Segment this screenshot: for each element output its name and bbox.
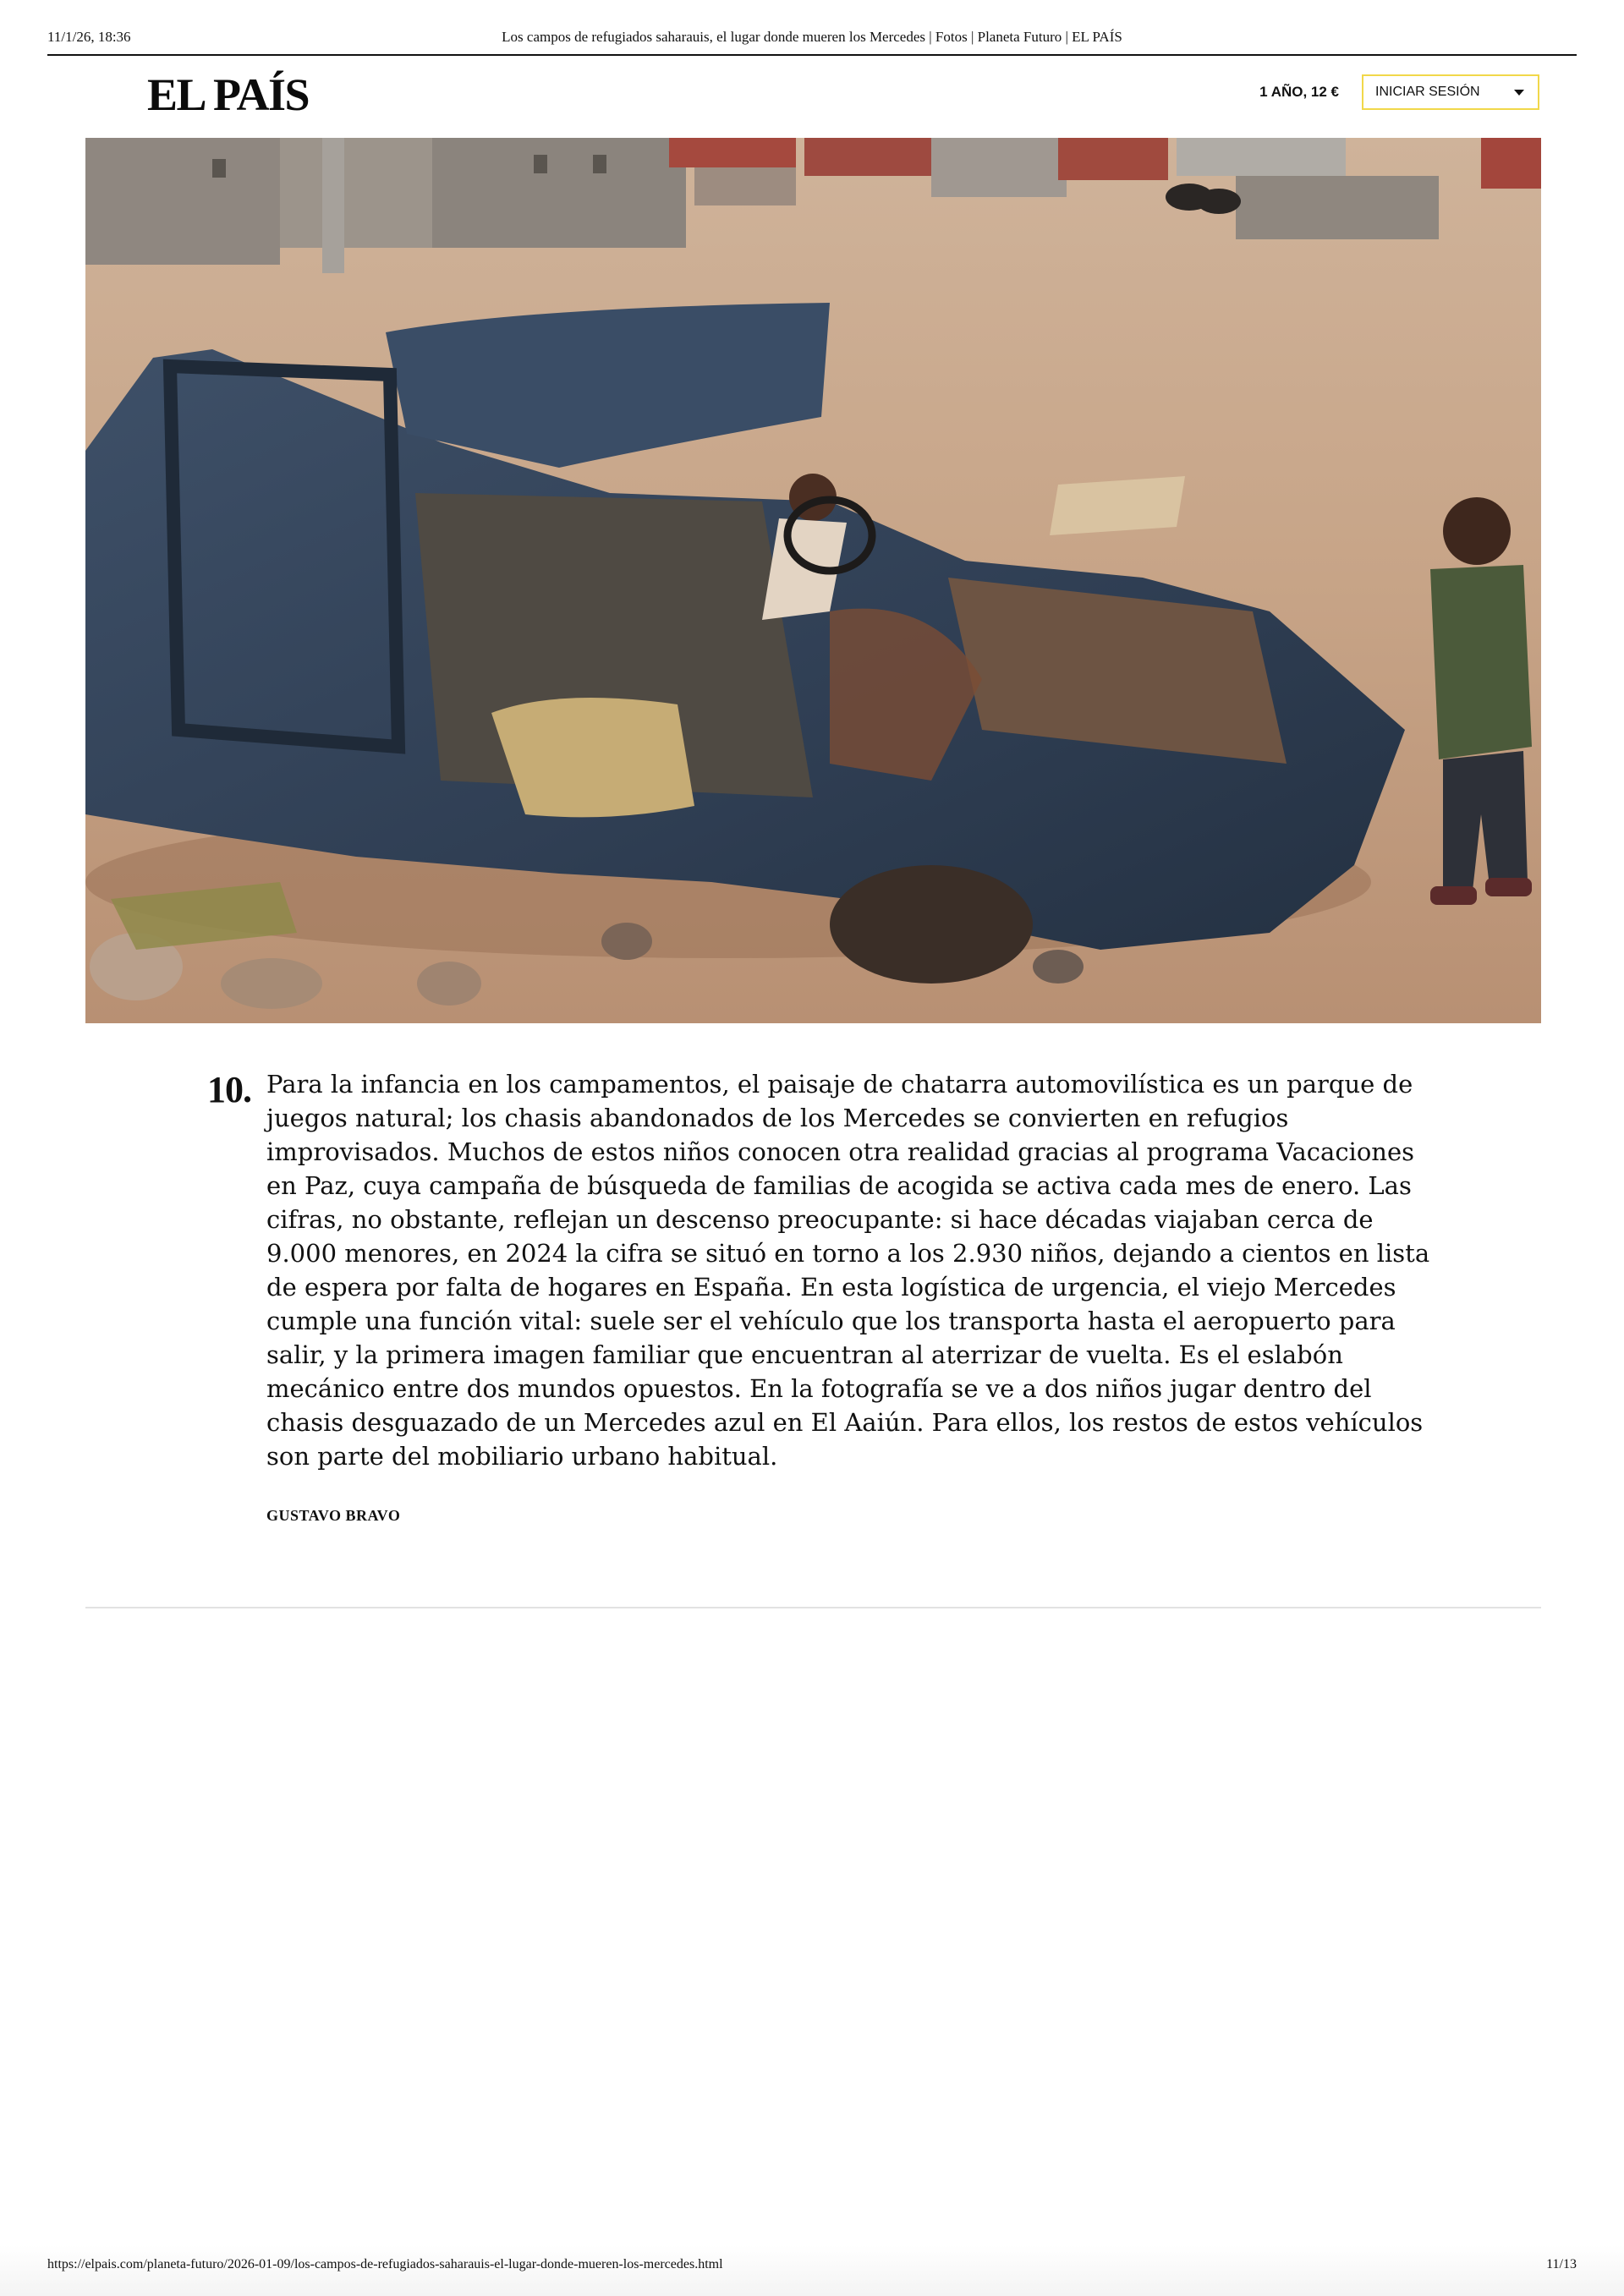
rock <box>1033 950 1084 984</box>
chevron-down-icon <box>1514 90 1524 96</box>
building <box>669 138 796 167</box>
print-header <box>47 29 1577 54</box>
building <box>1177 138 1346 176</box>
photo-credit: GUSTAVO BRAVO <box>266 1507 401 1524</box>
print-header-rule <box>47 54 1577 56</box>
rock <box>601 923 652 960</box>
rock <box>221 958 322 1009</box>
login-button-label: INICIAR SESIÓN <box>1375 85 1480 99</box>
rock <box>417 962 481 1006</box>
print-page-number: 11/13 <box>1546 2257 1577 2271</box>
cardboard <box>1050 476 1185 535</box>
tire <box>1197 189 1241 214</box>
gallery-photo <box>85 138 1541 1023</box>
window <box>593 155 606 173</box>
building <box>1058 138 1168 180</box>
print-url: https://elpais.com/planeta-futuro/2026-01-09/los-campos-de-refugiados-saharauis-el-lugar-donde-mueren-los-mercedes.html <box>47 2257 723 2271</box>
utility-pole <box>322 138 344 273</box>
building <box>1481 138 1541 189</box>
building <box>804 138 931 176</box>
el-pais-logo[interactable]: EL PAÍS <box>147 69 310 120</box>
login-button[interactable] <box>1362 74 1539 110</box>
child-standing-head <box>1443 497 1511 565</box>
building <box>280 138 432 248</box>
child-standing-jacket <box>1430 565 1532 759</box>
building <box>1236 176 1439 239</box>
child-standing-shoe <box>1430 886 1477 905</box>
building <box>85 138 280 265</box>
print-date: 11/1/26, 18:36 <box>47 29 131 45</box>
print-footer <box>47 2257 1577 2277</box>
window <box>534 155 547 173</box>
subscribe-link[interactable]: 1 AÑO, 12 € <box>1259 84 1339 100</box>
building <box>432 138 686 248</box>
photo-number: 10. <box>207 1069 251 1110</box>
section-divider <box>85 1607 1541 1608</box>
building <box>931 138 1067 197</box>
print-document-title: Los campos de refugiados saharauis, el lugar donde mueren los Mercedes | Fotos | Planeta Futuro | EL PAÍS <box>502 29 1122 45</box>
car-seat <box>491 698 694 817</box>
caption-text: Para la infancia en los campamentos, el paisaje de chatarra automovilística es un parque de juegos natural; los chasis abandonados de los Mercedes se convierten en refugios improvisados. Muchos de estos niños conocen otra realidad gracias al programa Vacaciones en Paz, cuya campaña de búsqueda de familias de acogida se activa cada mes de enero. Las cifras, no obstante, reflejan un descenso preocupante: si hace décadas viajaban cerca de 9.000 menores, en 2024 la cifra se situó en torno a los 2.930 niños, dejando a cientos en lista de espera por falta de hogares en España. En esta logística de urgencia, el viejo Mercedes cumple una función vital: suele ser el vehículo que los transporta hasta el aeropuerto para salir, y la primera imagen familiar que encuentran al aterrizar de vuelta. Es el eslabón mecánico entre dos mundos opuestos. En la fotografía se ve a dos niños jugar dentro del chasis desguazado de un Mercedes azul en El Aaiún. Para ellos, los restos de estos vehículos son parte del mobiliario urbano habitual. <box>266 1070 1430 1471</box>
site-header <box>0 68 1624 120</box>
photo-illustration <box>85 138 1541 1023</box>
wheel-well <box>830 865 1033 984</box>
child-standing-shoe <box>1485 878 1532 896</box>
window <box>212 159 226 178</box>
